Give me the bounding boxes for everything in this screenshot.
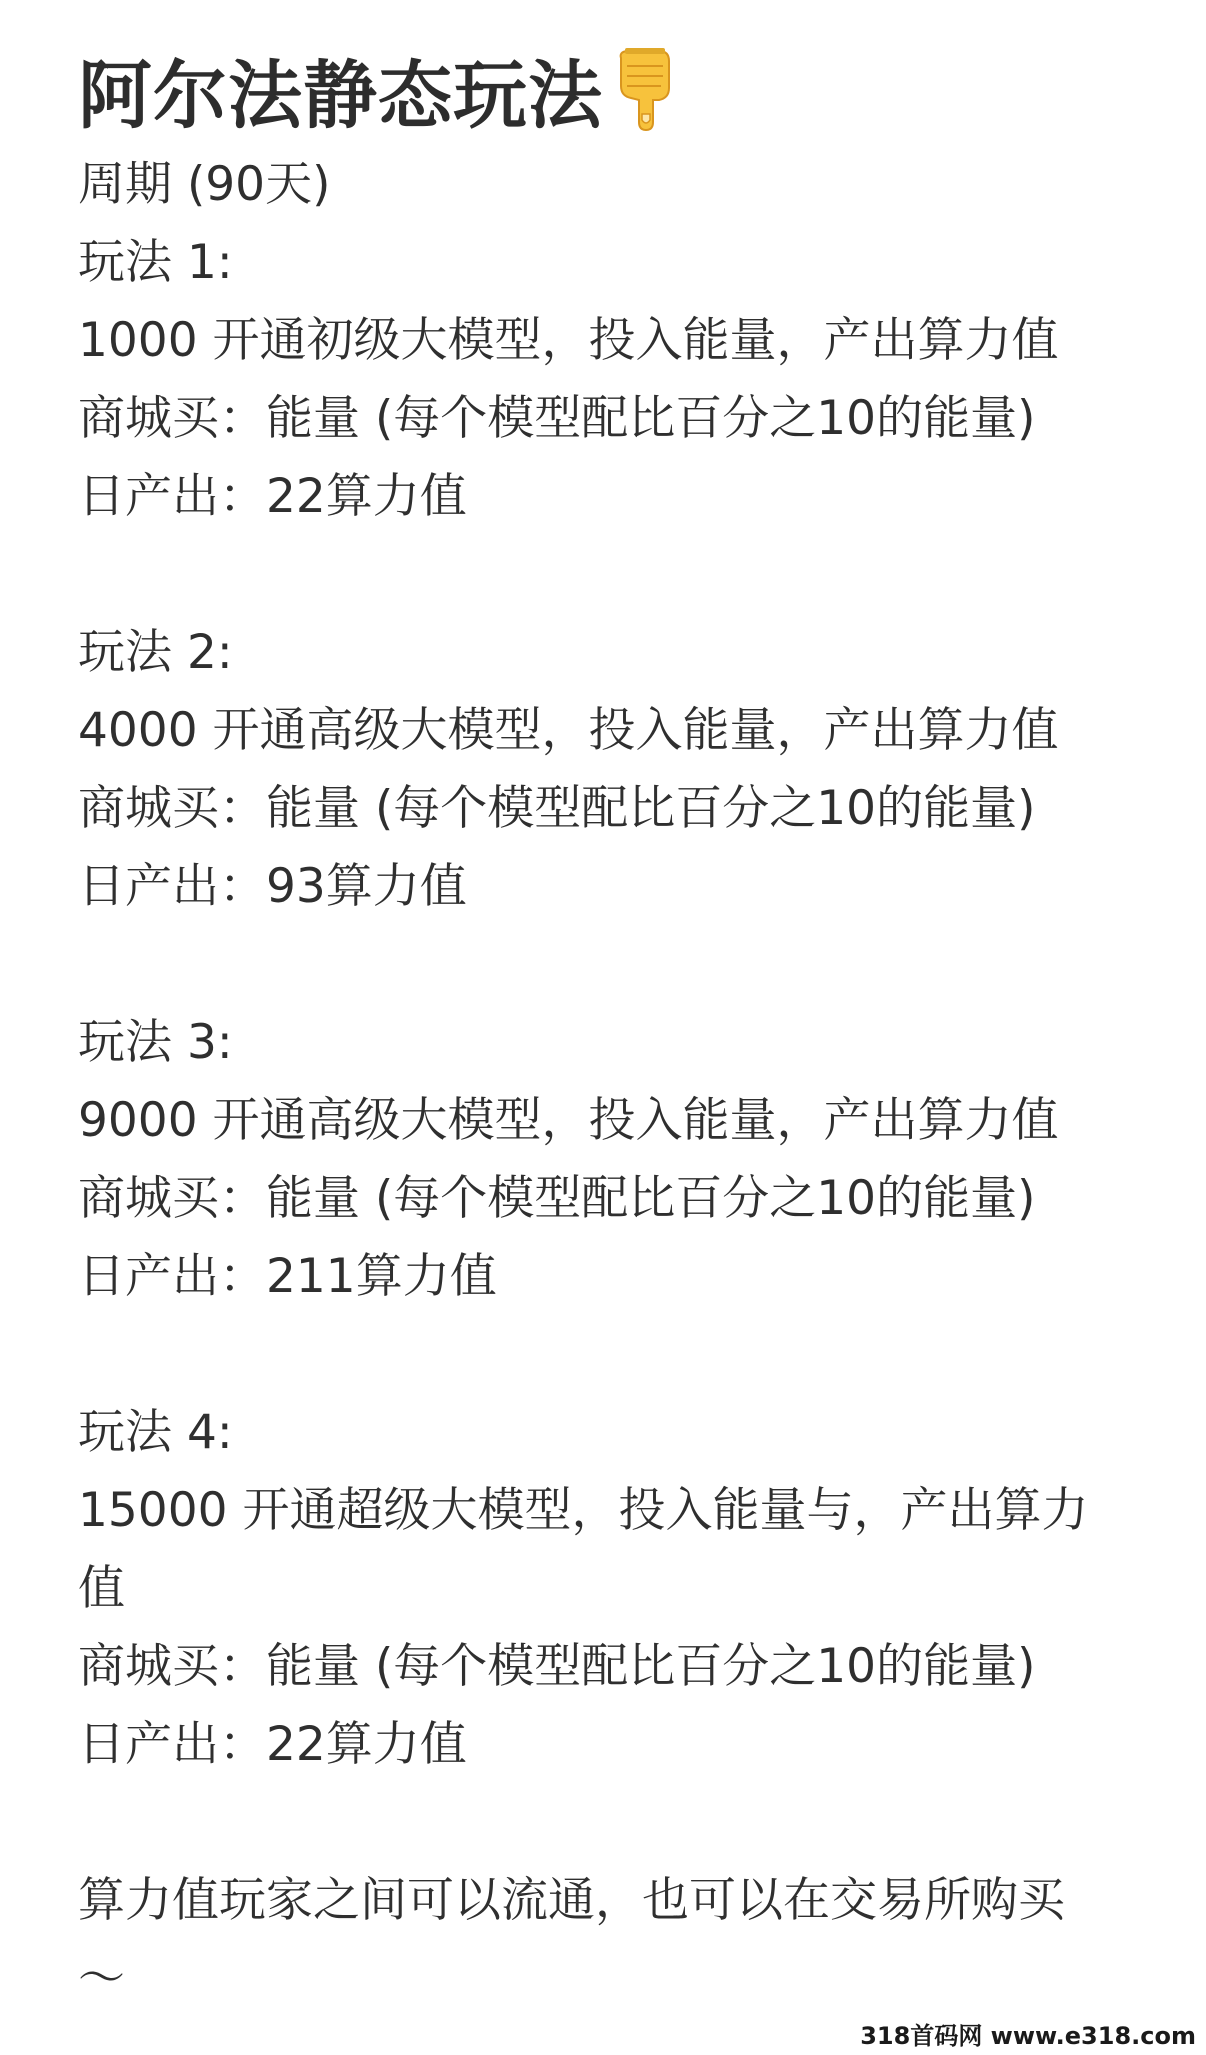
plan-mall-text: 商城买：能量 (每个模型配比百分之10的能量) (78, 391, 1036, 446)
footer-note: 算力值玩家之间可以流通，也可以在交易所购买～ (78, 1873, 1065, 2006)
watermark-text: 318首码网 www.e318.com (860, 2022, 1196, 2050)
plan-name: 玩法 4: (78, 1405, 233, 1460)
document-page (78, 40, 1138, 2018)
pointing-down-hand-icon (613, 48, 679, 132)
plan-mall-text: 商城买：能量 (每个模型配比百分之10的能量) (78, 1639, 1036, 1694)
spacer (78, 1784, 1138, 1862)
plan-block-1 (78, 224, 1138, 536)
spacer (78, 926, 1138, 1004)
plan-mall-text: 商城买：能量 (每个模型配比百分之10的能量) (78, 781, 1036, 836)
period-text: 周期 (90天) (78, 157, 331, 212)
page-title: 阿尔法静态玩法 (78, 53, 603, 139)
plan-daily-output: 日产出：93算力值 (78, 859, 467, 914)
plan-daily-output: 日产出：22算力值 (78, 469, 467, 524)
spacer (78, 1316, 1138, 1394)
plan-name: 玩法 1: (78, 235, 233, 290)
plan-daily-output: 日产出：22算力值 (78, 1717, 467, 1772)
plan-mall-text: 商城买：能量 (每个模型配比百分之10的能量) (78, 1171, 1036, 1226)
plan-open-text: 15000 开通超级大模型，投入能量与，产出算力值 (78, 1483, 1089, 1616)
plan-open-text: 9000 开通高级大模型，投入能量，产出算力值 (78, 1093, 1059, 1148)
plan-block-4 (78, 1394, 1138, 1784)
spacer (78, 536, 1138, 614)
plan-name: 玩法 3: (78, 1015, 233, 1070)
title-row (78, 40, 1138, 140)
plan-open-text: 4000 开通高级大模型，投入能量，产出算力值 (78, 703, 1059, 758)
plan-open-text: 1000 开通初级大模型，投入能量，产出算力值 (78, 313, 1059, 368)
plan-block-2 (78, 614, 1138, 926)
plan-block-3 (78, 1004, 1138, 1316)
plan-name: 玩法 2: (78, 625, 233, 680)
plan-daily-output: 日产出：211算力值 (78, 1249, 497, 1304)
